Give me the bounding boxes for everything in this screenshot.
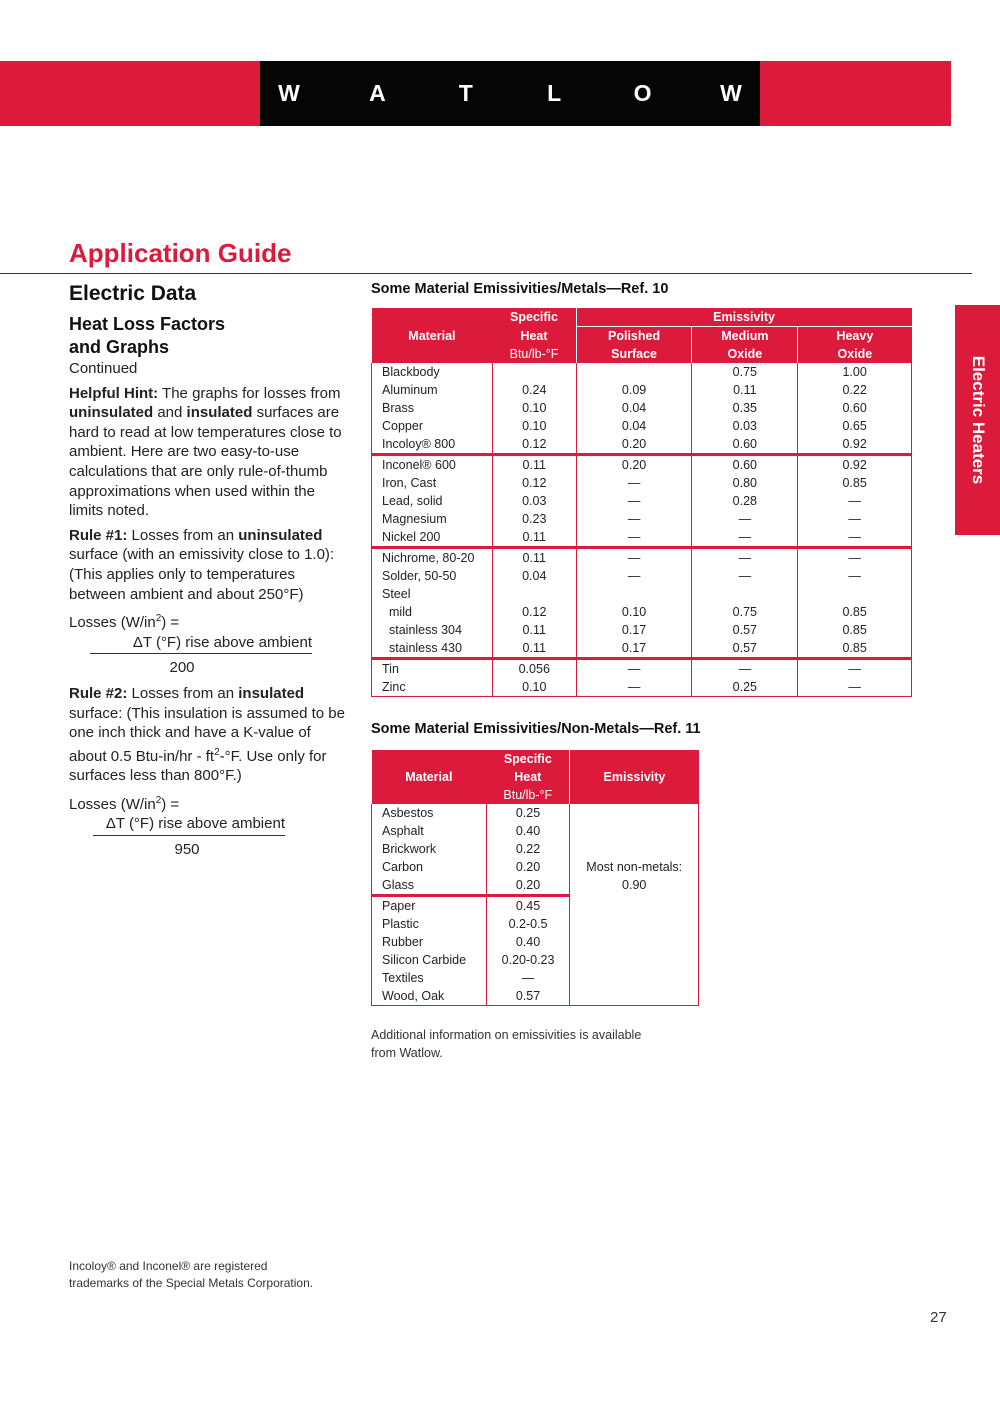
- section-title: Application Guide: [69, 238, 292, 268]
- subheading-line2: and Graphs: [69, 337, 170, 357]
- value-cell: 0.11: [492, 621, 576, 639]
- col-header-units: Btu/lb-°F: [486, 786, 570, 804]
- material-cell: Glass: [372, 876, 487, 896]
- value-cell: 0.17: [576, 639, 692, 659]
- material-cell: mild: [372, 603, 493, 621]
- table-row: [372, 528, 912, 548]
- rule-bold: uninsulated: [238, 526, 323, 544]
- value-cell: 0.20: [576, 455, 692, 475]
- table-row: [372, 804, 699, 822]
- col-header-heavy: Heavy: [798, 327, 912, 346]
- value-cell: 0.57: [486, 987, 570, 1006]
- value-cell: 0.28: [692, 492, 798, 510]
- formula-denominator: 950: [174, 841, 200, 859]
- table-row: [372, 659, 912, 679]
- rule-bold: insulated: [238, 684, 305, 702]
- divider: [0, 273, 972, 274]
- table-row: [372, 639, 912, 659]
- value-cell: 0.17: [576, 621, 692, 639]
- material-cell: Inconel® 600: [372, 455, 493, 475]
- formula-text: ) =: [161, 795, 180, 813]
- value-cell: 0.40: [486, 933, 570, 951]
- rule-text: surface (with an emissivity close to 1.0): (This applies only to temperatures between ambient and about 250°F): [69, 546, 335, 603]
- value-cell: —: [576, 659, 692, 679]
- formula-denominator: 200: [169, 659, 195, 677]
- table-row: [372, 435, 912, 455]
- col-header-units: Btu/lb-°F: [492, 345, 576, 363]
- page-heading: Electric Data: [69, 282, 197, 305]
- hint-text: surfaces are hard to read at low temperatures close to ambient. Here are two easy-to-use calculations that are only rule-of-thumb approximations when used within the limits noted.: [69, 404, 342, 520]
- metals-header-row: [372, 308, 912, 327]
- footnote-line: Incoloy® and Inconel® are registered: [69, 1259, 268, 1273]
- material-cell: Copper: [372, 417, 493, 435]
- value-cell: 0.09: [576, 381, 692, 399]
- table-row: [372, 548, 912, 568]
- formula-numerator: ΔT (°F) rise above ambient: [93, 814, 285, 836]
- material-cell: Asphalt: [372, 822, 487, 840]
- col-header-polished: Polished: [576, 327, 692, 346]
- value-cell: 0.11: [692, 381, 798, 399]
- value-cell: 0.10: [576, 603, 692, 621]
- value-cell: —: [576, 678, 692, 697]
- value-cell: 0.75: [692, 603, 798, 621]
- col-header-oxide: Oxide: [798, 345, 912, 363]
- table-row: [372, 492, 912, 510]
- rule-text: Losses from an: [127, 684, 239, 702]
- value-cell: 0.04: [576, 417, 692, 435]
- rule-label: Rule #2:: [69, 684, 128, 702]
- value-cell: 0.85: [798, 603, 912, 621]
- hint-bold: insulated: [186, 404, 253, 422]
- value-cell: 0.10: [492, 417, 576, 435]
- col-header-material: Material: [372, 750, 487, 804]
- rule-text: Losses from an: [127, 526, 239, 544]
- formula-label: [69, 609, 351, 633]
- value-cell: 0.65: [798, 417, 912, 435]
- value-cell: 0.20-0.23: [486, 951, 570, 969]
- material-cell: Carbon: [372, 858, 487, 876]
- watlow-logo: [260, 61, 760, 126]
- table-row: [372, 585, 912, 603]
- value-cell: [492, 585, 576, 603]
- value-cell: 0.03: [692, 417, 798, 435]
- footnote-line: trademarks of the Special Metals Corporation.: [69, 1276, 314, 1290]
- col-header-emissivity: Emissivity: [570, 750, 699, 804]
- material-cell: Zinc: [372, 678, 493, 697]
- logo-letter: W: [278, 80, 300, 106]
- rule-text: surface: (This insulation is assumed to be one inch thick and have a K-value of about 0.5 Btu-in/hr - ft: [69, 704, 345, 765]
- value-cell: 0.12: [492, 474, 576, 492]
- value-cell: 0.60: [692, 455, 798, 475]
- table-row: [372, 510, 912, 528]
- formula-text: Losses (W/in: [69, 614, 156, 632]
- value-cell: 0.40: [486, 822, 570, 840]
- note-line: Additional information on emissivities is available: [371, 1028, 642, 1042]
- emissivity-cell: [570, 804, 699, 1006]
- formula-2: [69, 791, 351, 860]
- value-cell: 0.75: [692, 363, 798, 381]
- value-cell: 0.24: [492, 381, 576, 399]
- value-cell: 0.10: [492, 678, 576, 697]
- value-cell: 0.056: [492, 659, 576, 679]
- continued-label: Continued: [69, 360, 138, 377]
- material-cell: Brickwork: [372, 840, 487, 858]
- value-cell: 0.60: [692, 435, 798, 455]
- rule-2: [69, 684, 351, 786]
- material-cell: Paper: [372, 896, 487, 916]
- value-cell: 0.20: [486, 876, 570, 896]
- value-cell: 0.12: [492, 435, 576, 455]
- value-cell: 0.04: [576, 399, 692, 417]
- value-cell: 0.92: [798, 455, 912, 475]
- material-cell: Nickel 200: [372, 528, 493, 548]
- material-cell: Iron, Cast: [372, 474, 493, 492]
- value-cell: —: [692, 548, 798, 568]
- note-line: from Watlow.: [371, 1046, 443, 1060]
- value-cell: 0.22: [798, 381, 912, 399]
- nonmetals-header-row: [372, 750, 699, 768]
- rule-sup: 2: [214, 746, 220, 758]
- value-cell: 0.11: [492, 455, 576, 475]
- emissivity-text: Most non-metals:: [586, 860, 683, 874]
- rule-label: Rule #1:: [69, 526, 128, 544]
- formula-label: [69, 791, 351, 815]
- table-row: [372, 603, 912, 621]
- value-cell: —: [798, 678, 912, 697]
- hint-bold: uninsulated: [69, 404, 154, 422]
- nonmetals-table: [371, 750, 699, 1006]
- value-cell: 1.00: [798, 363, 912, 381]
- col-header-surface: Surface: [576, 345, 692, 363]
- table-row: [372, 621, 912, 639]
- rule-1: [69, 526, 351, 604]
- material-cell: Magnesium: [372, 510, 493, 528]
- material-cell: stainless 430: [372, 639, 493, 659]
- value-cell: [798, 585, 912, 603]
- value-cell: 0.04: [492, 567, 576, 585]
- value-cell: [576, 585, 692, 603]
- value-cell: 0.11: [492, 548, 576, 568]
- logo-letter: L: [547, 80, 562, 106]
- value-cell: 0.92: [798, 435, 912, 455]
- value-cell: —: [798, 528, 912, 548]
- material-cell: Steel: [372, 585, 493, 603]
- value-cell: —: [692, 510, 798, 528]
- col-header-specific: Specific: [486, 750, 570, 768]
- value-cell: 0.35: [692, 399, 798, 417]
- value-cell: 0.25: [486, 804, 570, 822]
- col-header-heat: Heat: [486, 768, 570, 786]
- formula-text: Losses (W/in: [69, 795, 156, 813]
- side-tab-label: Electric Heaters: [968, 355, 988, 485]
- value-cell: —: [798, 510, 912, 528]
- value-cell: [576, 363, 692, 381]
- material-cell: Asbestos: [372, 804, 487, 822]
- col-header-oxide: Oxide: [692, 345, 798, 363]
- metals-table: [371, 308, 912, 697]
- col-header-specific: Specific: [492, 308, 576, 327]
- value-cell: 0.23: [492, 510, 576, 528]
- table-row: [372, 399, 912, 417]
- value-cell: [692, 585, 798, 603]
- formula-sup: 2: [155, 794, 162, 806]
- formula-1: [69, 609, 351, 678]
- side-tab: [955, 305, 1000, 535]
- value-cell: 0.2-0.5: [486, 915, 570, 933]
- material-cell: Textiles: [372, 969, 487, 987]
- material-cell: Tin: [372, 659, 493, 679]
- table-row: [372, 381, 912, 399]
- material-cell: Brass: [372, 399, 493, 417]
- value-cell: 0.80: [692, 474, 798, 492]
- value-cell: —: [798, 492, 912, 510]
- helpful-hint: [69, 384, 351, 521]
- value-cell: 0.85: [798, 639, 912, 659]
- formula-text: ) =: [161, 614, 180, 632]
- table-row: [372, 567, 912, 585]
- value-cell: 0.11: [492, 528, 576, 548]
- value-cell: —: [576, 528, 692, 548]
- logo-letter: A: [369, 80, 386, 106]
- hint-text: and: [153, 404, 187, 422]
- value-cell: 0.25: [692, 678, 798, 697]
- material-cell: Rubber: [372, 933, 487, 951]
- value-cell: 0.12: [492, 603, 576, 621]
- value-cell: —: [576, 567, 692, 585]
- material-cell: Plastic: [372, 915, 487, 933]
- value-cell: 0.85: [798, 474, 912, 492]
- hint-label: Helpful Hint:: [69, 384, 159, 402]
- value-cell: —: [576, 548, 692, 568]
- table-row: [372, 474, 912, 492]
- metals-table-title: Some Material Emissivities/Metals—Ref. 10: [371, 281, 669, 297]
- value-cell: 0.11: [492, 639, 576, 659]
- value-cell: —: [576, 474, 692, 492]
- material-cell: Lead, solid: [372, 492, 493, 510]
- value-cell: —: [692, 567, 798, 585]
- emissivity-value: 0.90: [622, 878, 647, 892]
- material-cell: stainless 304: [372, 621, 493, 639]
- rule-text: -°F. Use only for surfaces less than 800°F.): [69, 747, 327, 785]
- value-cell: 0.03: [492, 492, 576, 510]
- table-row: [372, 455, 912, 475]
- table-row: [372, 417, 912, 435]
- value-cell: —: [576, 510, 692, 528]
- material-cell: Wood, Oak: [372, 987, 487, 1006]
- value-cell: 0.45: [486, 896, 570, 916]
- logo-letter: W: [720, 80, 742, 106]
- material-cell: Blackbody: [372, 363, 493, 381]
- col-header-medium: Medium: [692, 327, 798, 346]
- material-cell: Aluminum: [372, 381, 493, 399]
- table-row: [372, 678, 912, 697]
- subheading-line1: Heat Loss Factors: [69, 314, 226, 334]
- value-cell: 0.20: [576, 435, 692, 455]
- hint-text: The graphs for losses from: [158, 384, 341, 402]
- value-cell: 0.57: [692, 639, 798, 659]
- left-column: [69, 280, 351, 866]
- value-cell: —: [576, 492, 692, 510]
- value-cell: [492, 363, 576, 381]
- value-cell: 0.57: [692, 621, 798, 639]
- formula-sup: 2: [155, 613, 162, 625]
- col-header-heat: Heat: [492, 327, 576, 346]
- material-cell: Solder, 50-50: [372, 567, 493, 585]
- col-header-material: Material: [372, 308, 493, 363]
- value-cell: 0.10: [492, 399, 576, 417]
- value-cell: —: [798, 567, 912, 585]
- value-cell: —: [692, 528, 798, 548]
- col-header-emissivity: Emissivity: [576, 308, 911, 327]
- formula-numerator: ΔT (°F) rise above ambient: [90, 633, 312, 655]
- emissivity-note: [371, 1026, 641, 1062]
- value-cell: —: [692, 659, 798, 679]
- value-cell: 0.60: [798, 399, 912, 417]
- material-cell: Silicon Carbide: [372, 951, 487, 969]
- value-cell: —: [486, 969, 570, 987]
- trademark-footnote: [69, 1258, 313, 1292]
- material-cell: Incoloy® 800: [372, 435, 493, 455]
- value-cell: —: [798, 548, 912, 568]
- nonmetals-table-title: Some Material Emissivities/Non-Metals—Ref. 11: [371, 721, 701, 737]
- table-row: [372, 363, 912, 381]
- value-cell: —: [798, 659, 912, 679]
- value-cell: 0.20: [486, 858, 570, 876]
- logo-letter: O: [633, 80, 652, 106]
- logo-letter: T: [458, 80, 473, 106]
- material-cell: Nichrome, 80-20: [372, 548, 493, 568]
- value-cell: 0.22: [486, 840, 570, 858]
- value-cell: 0.85: [798, 621, 912, 639]
- page-number: 27: [930, 1309, 947, 1326]
